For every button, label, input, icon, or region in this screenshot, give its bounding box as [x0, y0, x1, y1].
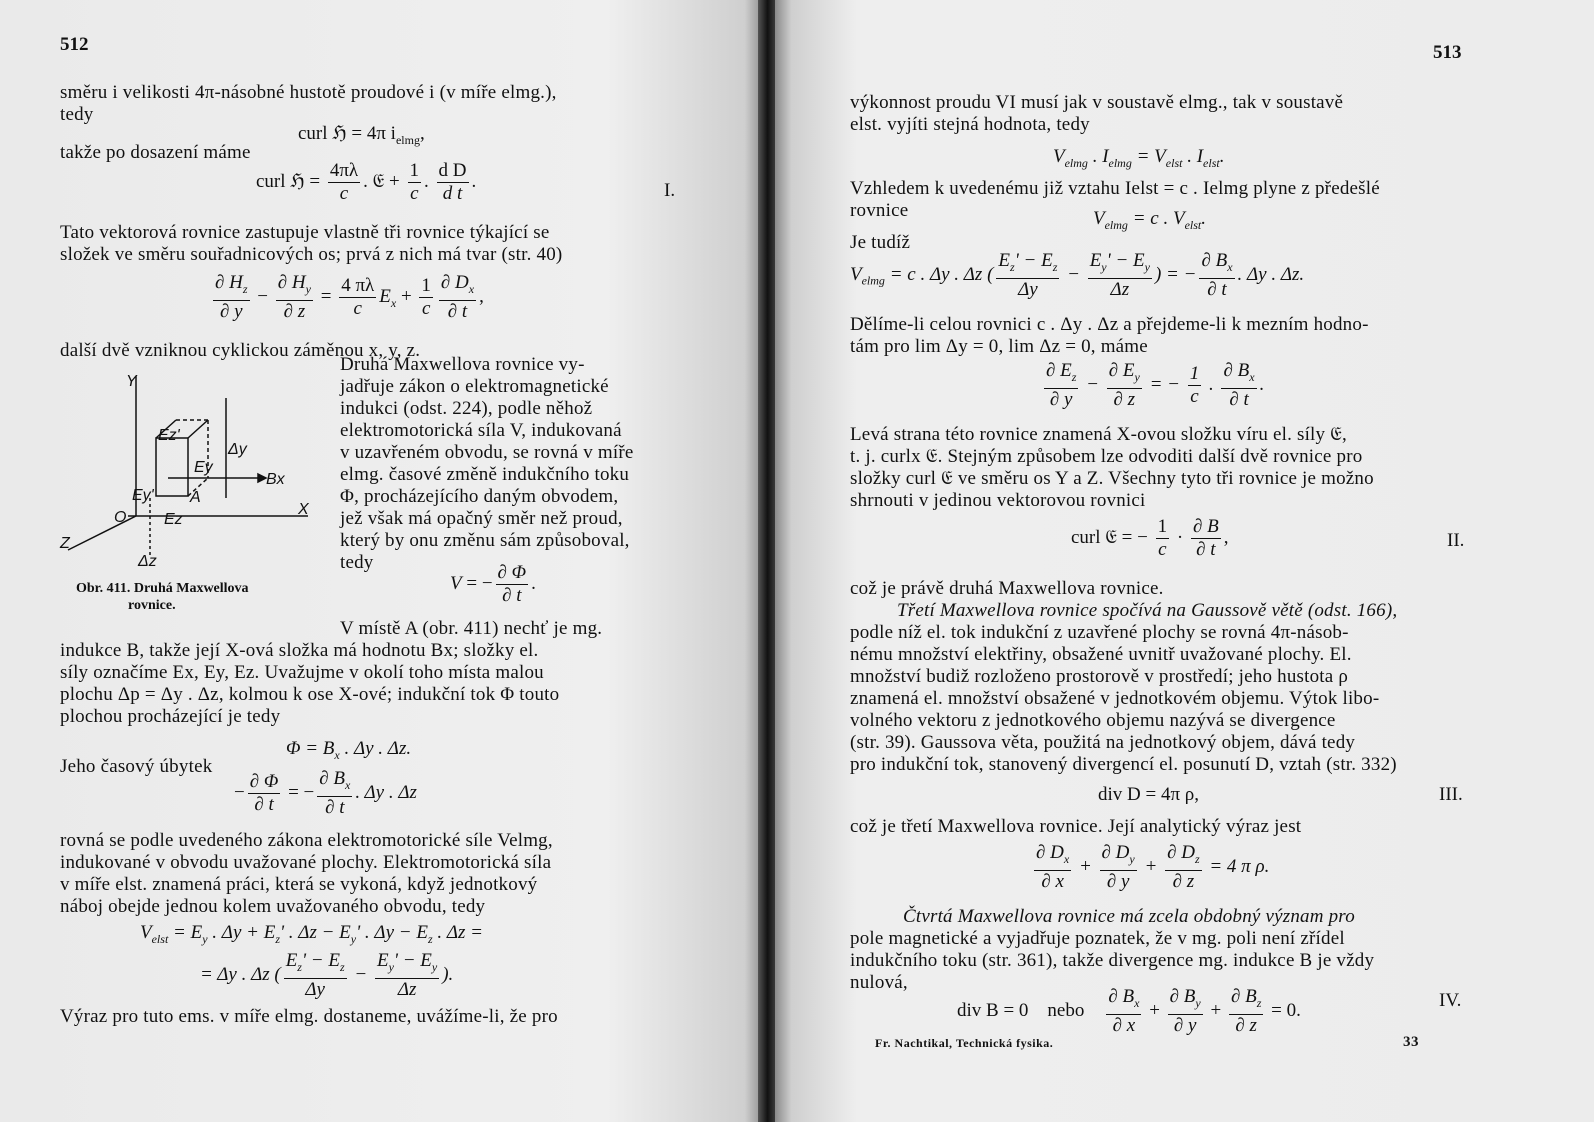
equation-flux: $\Phi = B_x$ . Δy . Δz. [286, 738, 412, 762]
equation-power: $V_{elmg}$ . $I_{elmg} = V_{elst}$ . $I_{elst}$. [1053, 146, 1225, 170]
text-line: pro indukční tok, stanovený divergencí el. posunutí D, vztah (str. 332) [850, 754, 1397, 775]
text-line: plochou procházející je tedy [60, 706, 281, 727]
equation-label: I. [664, 180, 676, 201]
equation-velst: $V_{elst} = E_y$ . $\Delta y + E_z'$ . $\Delta z - E_y'$ . $\Delta y - E_z$ . Δz = [140, 922, 483, 946]
figure-411 [58, 368, 328, 573]
text-line: výkonnost proudu VI musí jak v soustavě elmg., tak v soustavě [850, 92, 1344, 113]
figure-caption: Obr. 411. Druhá Maxwellova [76, 581, 249, 596]
text-line: Druhá Maxwellova rovnice vy- [340, 354, 585, 375]
text-line: t. j. curlx 𝔈. Stejným způsobem lze odvoditi další dvě rovnice pro [850, 446, 1363, 467]
text-line: Vzhledem k uvedenému již vztahu Ielst = c . Ielmg plyne z předešlé [850, 178, 1380, 199]
text-line: indukci (odst. 224), podle něhož [340, 398, 593, 419]
text-line: znamená el. množství obsažené v jednotkovém objemu. Výtok libo- [850, 688, 1380, 709]
label-delta-y: Δy [228, 441, 247, 458]
text-line: podle níž el. tok indukční z uzavřené plochy se rovná 4π-násob- [850, 622, 1349, 643]
text-line: indukované v obvodu uvažované plochy. Elektromotorická síla [60, 852, 552, 873]
equation-label: IV. [1439, 990, 1462, 1011]
text-line: což je třetí Maxwellova rovnice. Její analytický výraz jest [850, 816, 1302, 837]
text-line: jež však má opačný směr než proud, [340, 508, 623, 529]
equation-IV: div B = 0 nebo $\frac{\partial B_x}{\partial x}$ + $\frac{\partial B_y}{\partial y}$ + $\frac{\partial B_z}{\partial z}$ = 0. [957, 986, 1301, 1036]
text-line: směru i velikosti 4π-násobné hustotě proudové i (v míře elmg.), [60, 82, 557, 103]
equation-velst-2: = Δy . Δz ( $\frac{E_z' - E_z}{\Delta y}$ − $\frac{E_y' - E_y}{\Delta z}$ ). [200, 950, 454, 1000]
text-line: Výraz pro tuto ems. v míře elmg. dostaneme, uvážíme-li, že pro [60, 1006, 558, 1027]
surface-element [156, 438, 188, 496]
label-Ez: Ez [164, 511, 183, 528]
text-line: rovnice [850, 200, 909, 221]
text-line: plochu Δp = Δy . Δz, kolmou k ose X-ové; indukční tok Φ touto [60, 684, 560, 705]
text-line: Tato vektorová rovnice zastupuje vlastně tři rovnice týkající se [60, 222, 550, 243]
right-page [775, 0, 1594, 1122]
label-Ez-prime: Ez' [158, 427, 180, 444]
text-line: tedy [60, 104, 94, 125]
label-Y: Y [126, 373, 137, 390]
equation-velmg: $V_{elmg} = c$ . $V_{elst}$. [1093, 208, 1206, 232]
text-line: síly označíme Ex, Ey, Ez. Uvažujme v okolí toho místa malou [60, 662, 544, 683]
equation-I: curl ℌ = $\frac{4\pi\lambda}{c}$ . 𝔈 + $\frac{1}{c}$ . $\frac{\text{d D}}{\text{d t}}$ . [256, 160, 477, 204]
figure-caption: rovnice. [128, 598, 176, 613]
text-line: Dělíme-li celou rovnici c . Δy . Δz a přejdeme-li k mezním hodno- [850, 314, 1369, 335]
text-line: Je tudíž [850, 232, 911, 253]
text-line: elst. vyjíti stejná hodnota, tedy [850, 114, 1090, 135]
text-line: elektromotorická síla V, indukovaná [340, 420, 622, 441]
equation-punctuation: , [419, 123, 425, 144]
text-line: Jeho časový úbytek [60, 756, 213, 777]
text-line: složek ve směru souřadnicových os; prvá z nich má tvar (str. 40) [60, 244, 563, 265]
equation-decrease: − $\frac{\partial \Phi}{\partial t}$ = − $\frac{\partial B_x}{\partial t}$ . Δy . Δz [234, 768, 417, 818]
equation-div-b: div B = 0 [957, 999, 1029, 1021]
text-line: nému množství elektřiny, obsažené uvnitř uvažované plochy. El. [850, 644, 1352, 665]
text-line: v míře elst. znamená práci, která se vykoná, když jednotkový [60, 874, 538, 895]
equation-curl-h [298, 122, 425, 148]
equation-div-d-analytic: $\frac{\partial D_x}{\partial x}$ + $\frac{\partial D_y}{\partial y}$ + $\frac{\partial D_z}{\partial z}$ = 4 π ρ. [1036, 842, 1270, 892]
arrowhead [258, 474, 266, 482]
text-line: Čtvrtá Maxwellova rovnice má zcela obdobný význam pro [903, 906, 1355, 927]
equation-limit: $\frac{\partial E_z}{\partial y}$ − $\frac{\partial E_y}{\partial z}$ = − $\frac{1}{c}$ . $\frac{\partial B_x}{\partial t}$ . [1046, 360, 1265, 410]
label-A: A [190, 489, 201, 506]
text-line: tedy [340, 552, 374, 573]
equation-component: $\frac{\partial H_z}{\partial y}$ − $\frac{\partial H_y}{\partial z}$ = $\frac{4 \pi\lambda}{c}$ $E_x$ + $\frac{1}{c}$ $\frac{\partial D_x}{\partial t}$ , [215, 272, 484, 322]
edge [188, 420, 208, 438]
text-line: tám pro lim Δy = 0, lim Δz = 0, máme [850, 336, 1148, 357]
label-X: X [298, 501, 309, 518]
text-line: pole magnetické a vyjadřuje poznatek, že v mg. poli není zřídel [850, 928, 1345, 949]
equation-II: curl 𝔈 = − $\frac{1}{c}$ · $\frac{\partial B}{\partial t}$ , [1071, 516, 1229, 560]
footer-sheet-number: 33 [1403, 1034, 1419, 1050]
text-line: Φ, procházejícího daným obvodem, [340, 486, 619, 507]
text-line: což je právě druhá Maxwellova rovnice. [850, 578, 1164, 599]
equation-label: II. [1447, 530, 1465, 551]
equation-or: nebo [1047, 999, 1085, 1021]
page-number: 513 [1433, 42, 1462, 63]
label-Ey-prime: Ey' [132, 487, 154, 504]
text-line: složky curl 𝔈 ve směru os Y a Z. Všechny tyto tři rovnice je možno [850, 468, 1374, 489]
text-line: (str. 39). Gaussova věta, použitá na jednotkový objem, dává tedy [850, 732, 1356, 753]
text-line: nulová, [850, 972, 908, 993]
label-Ey: Ey [194, 459, 213, 476]
equation-div-d: div D = 4π ρ, [1098, 784, 1200, 805]
label-O: O [114, 509, 127, 526]
text-line: Levá strana této rovnice znamená X-ovou složku víru el. síly 𝔈, [850, 424, 1347, 445]
text-line: který by onu změnu sám způsoboval, [340, 530, 630, 551]
text-line: V místě A (obr. 411) nechť je mg. [340, 618, 603, 639]
text-line: takže po dosazení máme [60, 142, 251, 163]
text-line: rovná se podle uvedeného zákona elektromotorické síle Velmg, [60, 830, 553, 851]
label-Bx: Bx [266, 471, 285, 488]
text-line: volného vektoru z jednotkového objemu nazývá se divergence [850, 710, 1336, 731]
equation-ems: V = − $\frac{\partial \Phi}{\partial t}$ . [450, 562, 536, 606]
equation-text: curl ℌ = 4π i [298, 123, 396, 144]
text-line: indukce B, takže její X-ová složka má hodnotu Bx; složky el. [60, 640, 539, 661]
page-number: 512 [60, 34, 89, 55]
text-line: množství budiž rozloženo prostorově v prostředí; jeho hustota ρ [850, 666, 1349, 687]
text-line: další dvě vzniknou cyklickou záměnou x, y, z. [60, 340, 421, 361]
text-line: shrnouti v jedinou vektorovou rovnici [850, 490, 1146, 511]
text-line: v uzavřeném obvodu, se rovná v míře [340, 442, 634, 463]
equation-subscript: elmg [395, 132, 420, 147]
text-line: náboj obejde jednou kolem uvažovaného obvodu, tedy [60, 896, 486, 917]
footer-author: Fr. Nachtikal, Technická fysika. [875, 1036, 1054, 1050]
text-line: indukčního toku (str. 361), takže divergence mg. indukce B je vždy [850, 950, 1375, 971]
text-line: jadřuje zákon o elektromagnetické [340, 376, 609, 397]
equation-label: III. [1439, 784, 1463, 805]
text-line: elmg. časové změně indukčního toku [340, 464, 630, 485]
label-Z: Z [60, 535, 70, 552]
left-page [0, 0, 760, 1122]
equation-velmg-expanded: $V_{elmg} = c$ . Δy . Δz ( $\frac{E_z' - E_z}{\Delta y}$ − $\frac{E_y' - E_y}{\Delta z}$ ) = − $\frac{\partial B_x}{\partial t}$ . Δy . Δz. [850, 250, 1305, 300]
label-delta-z: Δz [138, 553, 157, 570]
text-line: Třetí Maxwellova rovnice spočívá na Gaussově větě (odst. 166), [897, 600, 1398, 621]
